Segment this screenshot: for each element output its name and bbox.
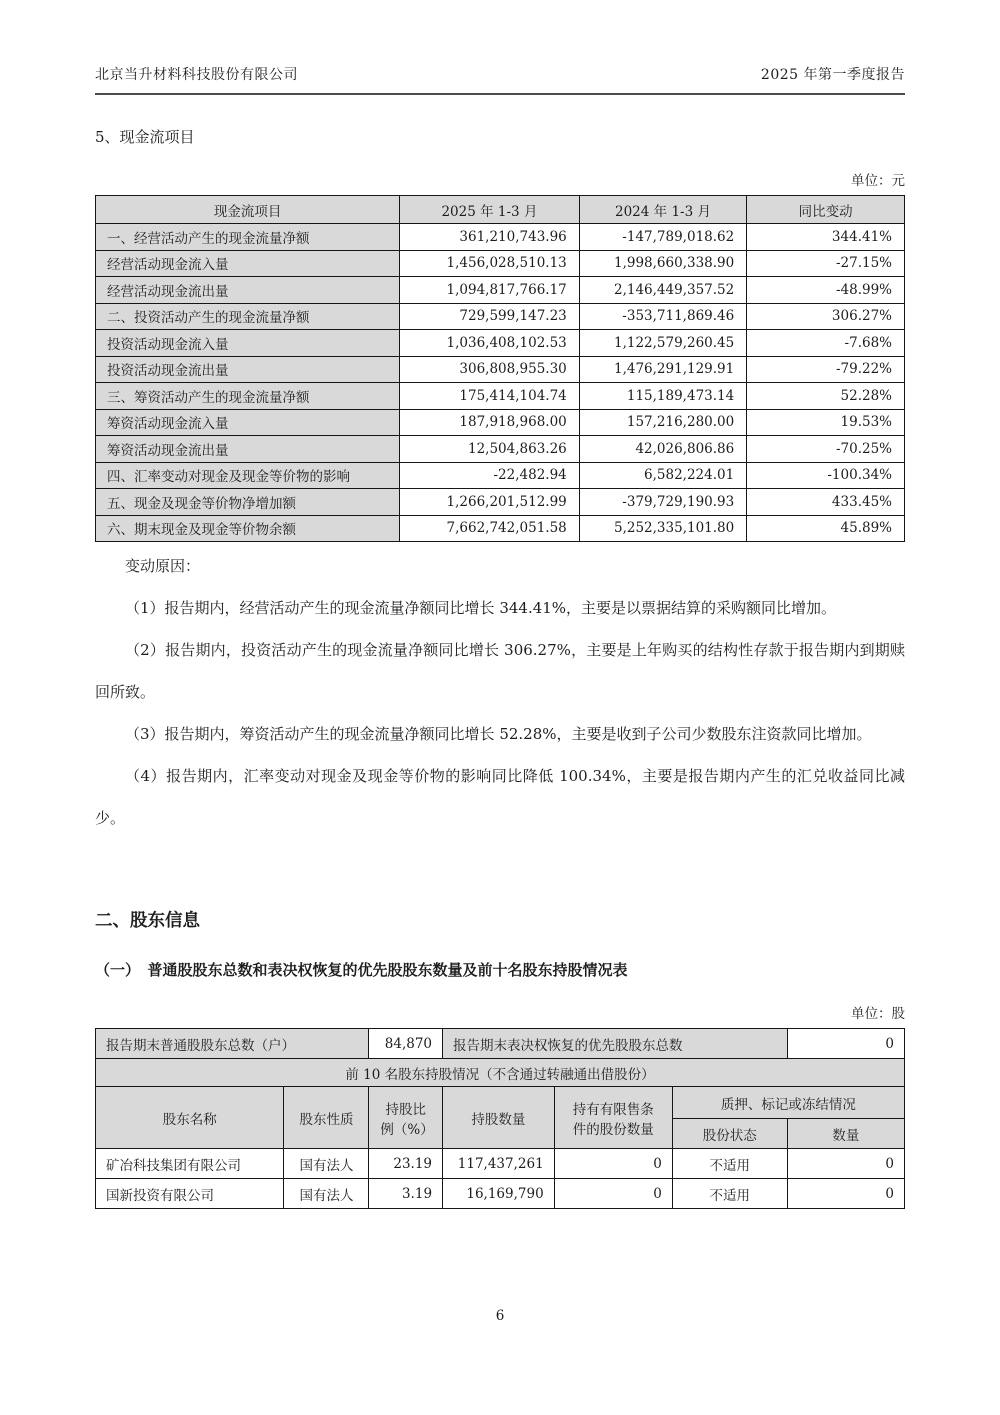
shareholders-body [96,1149,905,1209]
cell: 不适用 [672,1149,787,1179]
table-row [96,1149,905,1179]
table-row [96,515,905,542]
col-header-shares: 持股数量 [443,1087,555,1149]
cell: 19.53% [747,409,905,436]
table-row [96,277,905,304]
cell: 3.19 [369,1179,443,1209]
cell: 42,026,806.86 [579,436,746,463]
cashflow-table [95,195,905,542]
cell: 二、投资活动产生的现金流量净额 [96,303,400,330]
cell: 筹资活动现金流出量 [96,436,400,463]
cell: 筹资活动现金流入量 [96,409,400,436]
cell: 国有法人 [284,1149,369,1179]
change-reasons-block [95,545,905,839]
col-header-shareholder-nature: 股东性质 [284,1087,369,1149]
cell: 0 [554,1149,672,1179]
cell: 1,476,291,129.91 [579,356,746,383]
col-header-2025: 2025 年 1-3 月 [400,196,580,224]
table-row [96,303,905,330]
shareholder-column-header-row [96,1087,905,1119]
cell: 157,216,280.00 [579,409,746,436]
cell: 三、筹资活动产生的现金流量净额 [96,383,400,410]
cell: 2,146,449,357.52 [579,277,746,304]
cell: 175,414,104.74 [400,383,580,410]
col-header-pledge-group: 质押、标记或冻结情况 [672,1087,904,1119]
reasons-title: 变动原因： [125,557,201,575]
cell: 0 [787,1149,904,1179]
page-header [95,0,905,84]
cell: 23.19 [369,1149,443,1179]
col-header-restricted: 持有有限售条件的股份数量 [554,1087,672,1149]
cell: 306.27% [747,303,905,330]
table-row [96,330,905,357]
cell: 投资活动现金流出量 [96,356,400,383]
unit-label-yuan: 单位：元 [851,173,905,189]
cell: 六、期末现金及现金等价物余额 [96,515,400,542]
reason-paragraph-1: （1）报告期内，经营活动产生的现金流量净额同比增长 344.41%，主要是以票据结算的采购额同比增加。 [125,599,837,617]
cell: 五、现金及现金等价物净增加额 [96,489,400,516]
cell: -22,482.94 [400,462,580,489]
table-row [96,383,905,410]
company-name: 北京当升材料科技股份有限公司 [95,67,298,83]
cell: 1,998,660,338.90 [579,250,746,277]
cashflow-body [96,224,905,542]
cell: 12,504,863.26 [400,436,580,463]
cell: 115,189,473.14 [579,383,746,410]
top10-span-header: 前 10 名股东持股情况（不含通过转融通出借股份） [96,1059,905,1087]
cashflow-header-row [96,196,905,224]
cell: 187,918,968.00 [400,409,580,436]
table-row [96,409,905,436]
cell: 344.41% [747,224,905,251]
cell: 361,210,743.96 [400,224,580,251]
col-header-pledge-qty: 数量 [787,1119,904,1149]
cell: 1,456,028,510.13 [400,250,580,277]
cell: 国新投资有限公司 [96,1179,284,1209]
col-header-yoy: 同比变动 [747,196,905,224]
table-row [96,489,905,516]
cell: -27.15% [747,250,905,277]
reason-paragraph-4: （4）报告期内，汇率变动对现金及现金等价物的影响同比降低 100.34%，主要是报告期内产生的汇兑收益同比减少。 [95,767,905,827]
cell: 5,252,335,101.80 [579,515,746,542]
cell: -70.25% [747,436,905,463]
col-header-ratio: 持股比例（%） [369,1087,443,1149]
page-number: 6 [495,1308,505,1324]
cell: -147,789,018.62 [579,224,746,251]
section2-title: 二、股东信息 [95,911,200,931]
table-row [96,250,905,277]
cell: 16,169,790 [443,1179,555,1209]
table-row [96,436,905,463]
cell: 117,437,261 [443,1149,555,1179]
cell: 306,808,955.30 [400,356,580,383]
table-row [96,462,905,489]
preferred-shareholders-label: 报告期末表决权恢复的优先股股东总数 [443,1029,788,1059]
cell: 1,036,408,102.53 [400,330,580,357]
cell: -7.68% [747,330,905,357]
cell: -100.34% [747,462,905,489]
common-shareholders-label: 报告期末普通股股东总数（户） [96,1029,369,1059]
col-header-pledge-status: 股份状态 [672,1119,787,1149]
table-row [96,224,905,251]
cell: 1,122,579,260.45 [579,330,746,357]
reason-paragraph-2: （2）报告期内，投资活动产生的现金流量净额同比增长 306.27%，主要是上年购买的结构性存款于报告期内到期赎回所致。 [95,641,905,701]
col-header-2024: 2024 年 1-3 月 [579,196,746,224]
cell: 729,599,147.23 [400,303,580,330]
cell: 四、汇率变动对现金及现金等价物的影响 [96,462,400,489]
shareholders-table [95,1028,905,1209]
preferred-shareholders-count: 0 [787,1029,904,1059]
cell: 1,094,817,766.17 [400,277,580,304]
cell: 7,662,742,051.58 [400,515,580,542]
cell: -353,711,869.46 [579,303,746,330]
cell: 投资活动现金流入量 [96,330,400,357]
col-header-item: 现金流项目 [96,196,400,224]
table-row [96,356,905,383]
cell: 433.45% [747,489,905,516]
reason-paragraph-3: （3）报告期内，筹资活动产生的现金流量净额同比增长 52.28%，主要是收到子公司少数股东注资款同比增加。 [125,725,872,743]
top10-span-header-row [96,1059,905,1087]
cell: 经营活动现金流出量 [96,277,400,304]
cell: 45.89% [747,515,905,542]
cell: 0 [554,1179,672,1209]
cell: -79.22% [747,356,905,383]
cell: 一、经营活动产生的现金流量净额 [96,224,400,251]
cell: 1,266,201,512.99 [400,489,580,516]
unit-label-shares: 单位：股 [851,1006,905,1022]
cell: 52.28% [747,383,905,410]
col-header-shareholder-name: 股东名称 [96,1087,284,1149]
cell: 0 [787,1179,904,1209]
table-row [96,1179,905,1209]
section5-title: 5、现金流项目 [95,128,195,146]
cell: -379,729,190.93 [579,489,746,516]
cell: 矿冶科技集团有限公司 [96,1149,284,1179]
cell: 6,582,224.01 [579,462,746,489]
report-title: 2025 年第一季度报告 [760,67,905,83]
cell: 经营活动现金流入量 [96,250,400,277]
cell: 国有法人 [284,1179,369,1209]
header-divider [95,93,905,95]
section2-subtitle: （一） 普通股股东总数和表决权恢复的优先股股东数量及前十名股东持股情况表 [95,961,628,979]
cell: -48.99% [747,277,905,304]
shareholder-summary-row [96,1029,905,1059]
cell: 不适用 [672,1179,787,1209]
common-shareholders-count: 84,870 [369,1029,443,1059]
